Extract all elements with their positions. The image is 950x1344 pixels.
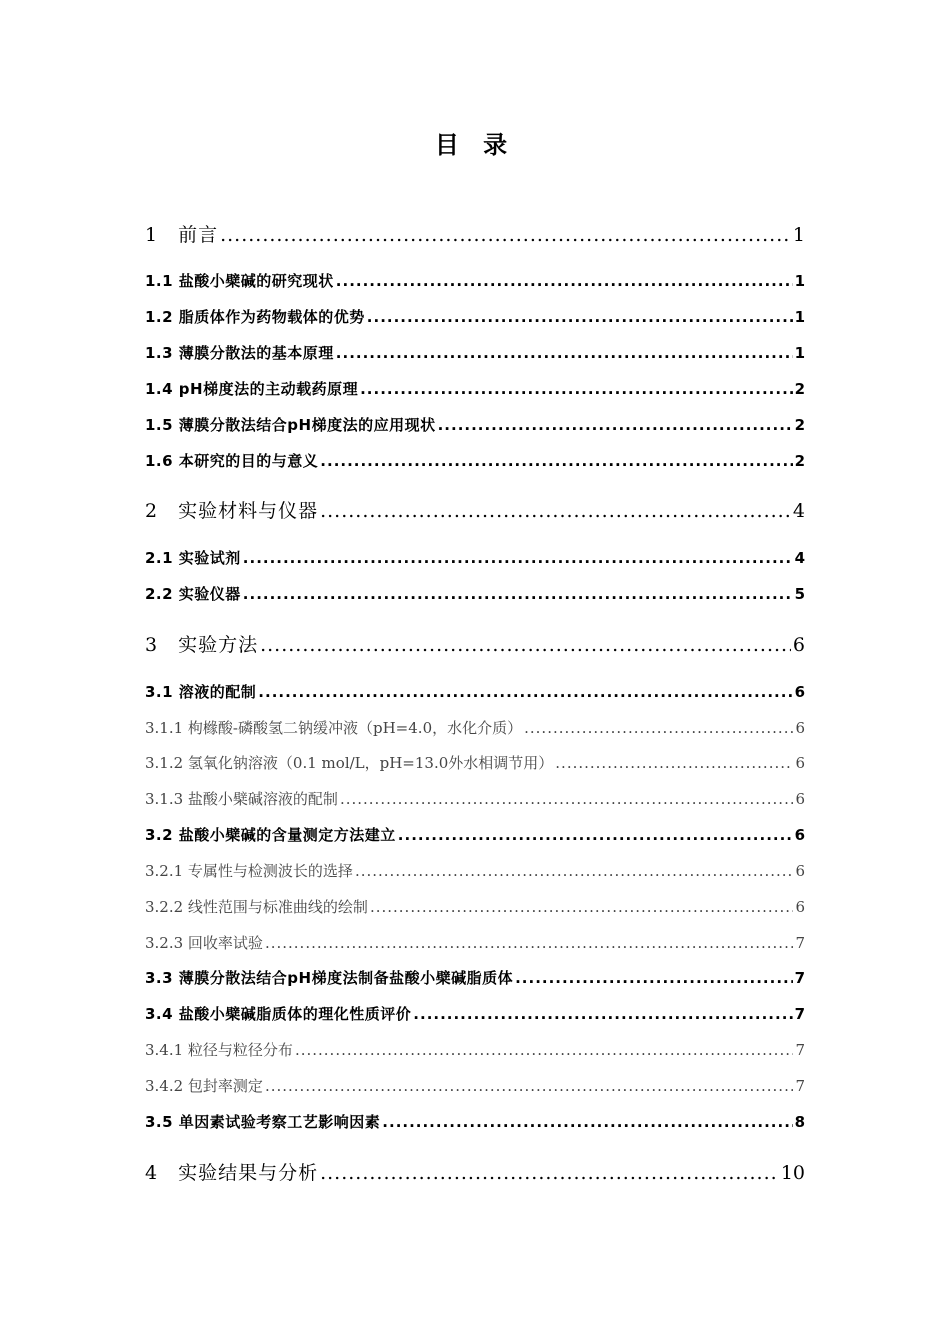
toc-dot-leader xyxy=(438,416,793,434)
toc-page-number: 1 xyxy=(792,224,805,246)
toc-page-number: 2 xyxy=(794,452,805,470)
toc-page-number: 7 xyxy=(794,969,805,987)
toc-page-number: 6 xyxy=(795,862,805,880)
toc-entry-title: 3.1.2 氢氧化钠溶液（0.1 mol/L，pH=13.0外水相调节用） xyxy=(145,754,554,772)
toc-entry[interactable] xyxy=(145,967,805,988)
toc-entry-title: 2.2 实验仪器 xyxy=(145,585,241,603)
toc-entry[interactable] xyxy=(145,547,805,568)
toc-entry-title: 2.1 实验试剂 xyxy=(145,549,241,567)
toc-entry-title: 3.4.1 粒径与粒径分布 xyxy=(145,1041,293,1059)
toc-entry-title: 4 实验结果与分析 xyxy=(145,1162,319,1184)
toc-page-number: 7 xyxy=(795,1077,805,1095)
toc-entry-title: 3.5 单因素试验考察工艺影响因素 xyxy=(145,1113,381,1131)
toc-dot-leader xyxy=(360,380,792,398)
toc-page-number: 8 xyxy=(794,1113,805,1131)
toc-entry[interactable] xyxy=(145,717,805,738)
toc-dot-leader xyxy=(258,683,792,701)
toc-entry-title: 3.2.2 线性范围与标准曲线的绘制 xyxy=(145,898,368,916)
toc-dot-leader xyxy=(265,1077,794,1095)
toc-dot-leader xyxy=(260,634,791,656)
toc-page-number: 5 xyxy=(794,585,805,603)
toc-dot-leader xyxy=(355,862,794,880)
toc-entry[interactable] xyxy=(145,306,805,327)
toc-page-number: 6 xyxy=(794,826,805,844)
toc-entry[interactable] xyxy=(145,342,805,363)
toc-entry-title: 3.2.3 回收率试验 xyxy=(145,934,263,952)
toc-entry[interactable] xyxy=(145,860,805,881)
toc-page-number: 1 xyxy=(794,308,805,326)
toc-dot-leader xyxy=(370,898,794,916)
toc-page-number: 2 xyxy=(794,380,805,398)
toc-entry-title: 3.1.3 盐酸小檗碱溶液的配制 xyxy=(145,790,338,808)
toc-dot-leader xyxy=(320,452,792,470)
toc-entry[interactable] xyxy=(145,681,805,702)
toc-entry[interactable] xyxy=(145,788,805,809)
toc-page-number: 6 xyxy=(795,790,805,808)
toc-entry[interactable] xyxy=(145,932,805,953)
toc-entry-title: 3.4.2 包封率测定 xyxy=(145,1077,263,1095)
toc-entry[interactable] xyxy=(145,752,805,773)
toc-entry-title: 3.1 溶液的配制 xyxy=(145,683,257,701)
toc-page-number: 4 xyxy=(794,549,805,567)
toc-dot-leader xyxy=(336,272,793,290)
toc-entry[interactable] xyxy=(145,1039,805,1060)
toc-entry-title: 1 前言 xyxy=(145,224,219,246)
toc-entry-title: 3.4 盐酸小檗碱脂质体的理化性质评价 xyxy=(145,1005,412,1023)
toc-dot-leader xyxy=(555,754,793,772)
toc-page-number: 10 xyxy=(780,1162,805,1184)
toc-entry[interactable] xyxy=(145,630,805,657)
toc-entry[interactable] xyxy=(145,450,805,471)
toc-dot-leader xyxy=(243,585,793,603)
toc-page-number: 6 xyxy=(795,754,805,772)
toc-dot-leader xyxy=(524,719,793,737)
toc-entry-title: 3.2 盐酸小檗碱的含量测定方法建立 xyxy=(145,826,396,844)
toc-dot-leader xyxy=(340,790,794,808)
toc-entry[interactable] xyxy=(145,220,805,247)
toc-entry[interactable] xyxy=(145,378,805,399)
toc-dot-leader xyxy=(265,934,794,952)
toc-page-number: 1 xyxy=(794,272,805,290)
toc-dot-leader xyxy=(295,1041,794,1059)
toc-dot-leader xyxy=(336,344,793,362)
toc-entry-title: 1.1 盐酸小檗碱的研究现状 xyxy=(145,272,334,290)
toc-entry-title: 3.1.1 枸橼酸-磷酸氢二钠缓冲液（pH=4.0，水化介质） xyxy=(145,719,523,737)
toc-page-number: 6 xyxy=(794,683,805,701)
toc-entry[interactable] xyxy=(145,1075,805,1096)
toc-dot-leader xyxy=(413,1005,792,1023)
toc-entry[interactable] xyxy=(145,1111,805,1132)
toc-entry-title: 3.2.1 专属性与检测波长的选择 xyxy=(145,862,353,880)
toc-dot-leader xyxy=(382,1113,792,1131)
toc-entry-title: 3.3 薄膜分散法结合pH梯度法制备盐酸小檗碱脂质体 xyxy=(145,969,514,987)
toc-dot-leader xyxy=(367,308,793,326)
toc-entry-title: 1.2 脂质体作为药物载体的优势 xyxy=(145,308,365,326)
toc-entry[interactable] xyxy=(145,270,805,291)
toc-entry[interactable] xyxy=(145,824,805,845)
toc-entry[interactable] xyxy=(145,414,805,435)
toc-page-number: 4 xyxy=(792,500,805,522)
toc-dot-leader xyxy=(515,969,792,987)
toc-entry-title: 3 实验方法 xyxy=(145,634,259,656)
toc-page-number: 2 xyxy=(794,416,805,434)
toc-entry-title: 1.3 薄膜分散法的基本原理 xyxy=(145,344,334,362)
toc-page-number: 6 xyxy=(795,898,805,916)
toc-entry-title: 1.6 本研究的目的与意义 xyxy=(145,452,319,470)
toc-entry[interactable] xyxy=(145,583,805,604)
toc-page-number: 7 xyxy=(795,1041,805,1059)
toc-dot-leader xyxy=(220,224,791,246)
toc-entry-title: 2 实验材料与仪器 xyxy=(145,500,319,522)
toc-page-number: 6 xyxy=(795,719,805,737)
toc-page-number: 1 xyxy=(794,344,805,362)
toc-entry[interactable] xyxy=(145,896,805,917)
toc-page-number: 6 xyxy=(792,634,805,656)
toc-entry[interactable] xyxy=(145,1158,805,1185)
toc-page-number: 7 xyxy=(794,1005,805,1023)
toc-dot-leader xyxy=(320,1162,779,1184)
toc-entry[interactable] xyxy=(145,1003,805,1024)
page-title: 目 录 xyxy=(434,130,516,159)
toc-dot-leader xyxy=(398,826,793,844)
toc-dot-leader xyxy=(243,549,793,567)
toc-dot-leader xyxy=(320,500,791,522)
toc-entry-title: 1.4 pH梯度法的主动载药原理 xyxy=(145,380,359,398)
toc-entry-title: 1.5 薄膜分散法结合pH梯度法的应用现状 xyxy=(145,416,436,434)
toc-entry[interactable] xyxy=(145,496,805,523)
toc-page-number: 7 xyxy=(795,934,805,952)
